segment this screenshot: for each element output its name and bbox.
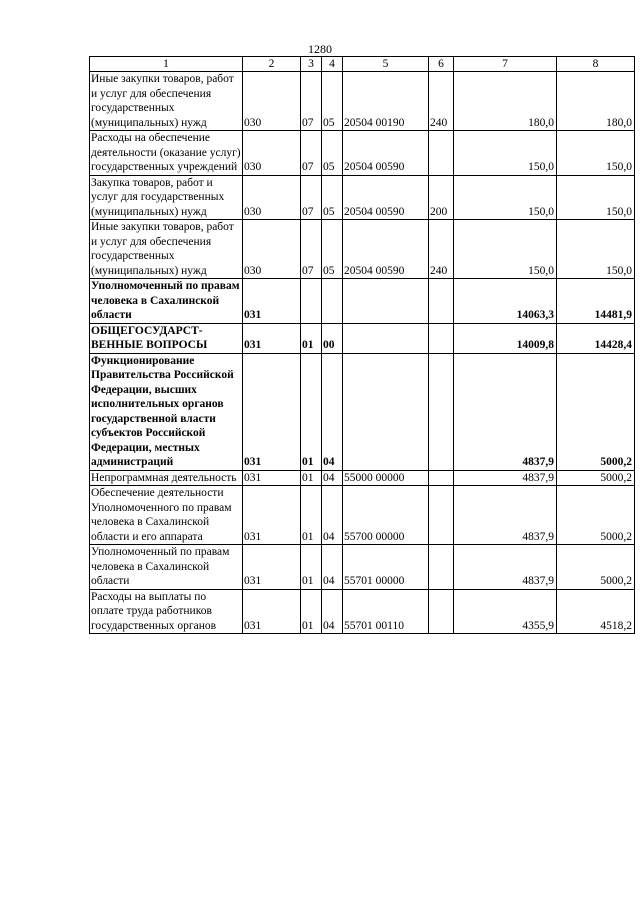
- cell-amount-year2: 5000,2: [557, 470, 635, 486]
- table-row: [90, 72, 635, 131]
- cell-admin-code: 031: [243, 470, 301, 486]
- cell-expense-type: [429, 545, 454, 590]
- column-header: 6: [429, 57, 454, 72]
- cell-description: Непрограммная деятельность: [90, 470, 243, 486]
- budget-table: [89, 56, 635, 634]
- cell-amount-year1: 150,0: [454, 220, 557, 279]
- cell-admin-code: 031: [243, 545, 301, 590]
- cell-amount-year1: 4837,9: [454, 353, 557, 470]
- cell-description: ОБЩЕГОСУДАРСТ-ВЕННЫЕ ВОПРОСЫ: [90, 323, 243, 353]
- cell-subsection: 05: [322, 131, 343, 176]
- page-number: 1280: [308, 42, 332, 56]
- cell-admin-code: 031: [243, 589, 301, 634]
- cell-section: 01: [301, 486, 322, 545]
- cell-description: Закупка товаров, работ и услуг для государственных (муниципальных) нужд: [90, 175, 243, 220]
- cell-expense-type: [429, 470, 454, 486]
- table-row: [90, 589, 635, 634]
- cell-subsection: 05: [322, 175, 343, 220]
- cell-target-article: 20504 00190: [343, 72, 429, 131]
- cell-amount-year2: 14481,9: [557, 279, 635, 324]
- cell-admin-code: 030: [243, 220, 301, 279]
- cell-description: Расходы на выплаты по оплате труда работников государственных органов: [90, 589, 243, 634]
- cell-target-article: [343, 323, 429, 353]
- cell-admin-code: 031: [243, 353, 301, 470]
- cell-section: 07: [301, 175, 322, 220]
- cell-subsection: 04: [322, 486, 343, 545]
- cell-target-article: 20504 00590: [343, 131, 429, 176]
- cell-target-article: 55701 00110: [343, 589, 429, 634]
- cell-amount-year2: 150,0: [557, 131, 635, 176]
- cell-section: 01: [301, 470, 322, 486]
- cell-section: 07: [301, 72, 322, 131]
- cell-target-article: 20504 00590: [343, 175, 429, 220]
- cell-amount-year2: 150,0: [557, 175, 635, 220]
- cell-section: 07: [301, 131, 322, 176]
- cell-amount-year1: 14009,8: [454, 323, 557, 353]
- cell-amount-year1: 150,0: [454, 131, 557, 176]
- cell-section: [301, 279, 322, 324]
- cell-amount-year2: 150,0: [557, 220, 635, 279]
- column-header: 1: [90, 57, 243, 72]
- cell-amount-year1: 4837,9: [454, 486, 557, 545]
- cell-description: Расходы на обеспечение деятельности (оказание услуг) государственных учреждений: [91, 132, 241, 173]
- cell-amount-year2: 180,0: [557, 72, 635, 131]
- cell-subsection: 04: [322, 470, 343, 486]
- cell-amount-year2: 5000,2: [557, 353, 635, 470]
- header-row: [90, 57, 635, 72]
- cell-target-article: 55701 00000: [343, 545, 429, 590]
- table-row: [90, 323, 635, 353]
- table-row: [90, 545, 635, 590]
- cell-section: 01: [301, 545, 322, 590]
- cell-admin-code: 031: [243, 279, 301, 324]
- cell-description: Уполномоченный по правам человека в Сахалинской области: [90, 545, 243, 590]
- cell-description: Функционирование Правительства Российской Федерации, высших исполнительных органов государственной власти субъектов Российской Федерации, местных администраций: [90, 353, 243, 470]
- table-row: [90, 470, 635, 486]
- cell-description: Обеспечение деятельности Уполномоченного по правам человека в Сахалинской области и его аппарата: [90, 486, 243, 545]
- cell-expense-type: [429, 486, 454, 545]
- table-row: [90, 220, 635, 279]
- table-row: [90, 279, 635, 324]
- cell-subsection: 00: [322, 323, 343, 353]
- cell-amount-year1: 14063,3: [454, 279, 557, 324]
- column-header: 3: [301, 57, 322, 72]
- cell-subsection: 04: [322, 589, 343, 634]
- cell-admin-code: 031: [243, 486, 301, 545]
- cell-amount-year1: 150,0: [454, 175, 557, 220]
- cell-target-article: 55700 00000: [343, 486, 429, 545]
- cell-target-article: [343, 353, 429, 470]
- table-row: [90, 486, 635, 545]
- cell-amount-year2: 5000,2: [557, 486, 635, 545]
- cell-amount-year2: 4518,2: [557, 589, 635, 634]
- cell-section: 01: [301, 323, 322, 353]
- cell-amount-year1: 4837,9: [454, 545, 557, 590]
- cell-amount-year1: 180,0: [454, 72, 557, 131]
- cell-subsection: 05: [322, 72, 343, 131]
- cell-target-article: 55000 00000: [343, 470, 429, 486]
- cell-expense-type: [429, 589, 454, 634]
- cell-expense-type: [429, 279, 454, 324]
- cell-admin-code: 030: [243, 72, 301, 131]
- table-row: [90, 175, 635, 220]
- cell-subsection: 05: [322, 220, 343, 279]
- cell-target-article: 20504 00590: [343, 220, 429, 279]
- cell-amount-year2: 5000,2: [557, 545, 635, 590]
- cell-subsection: [322, 279, 343, 324]
- cell-amount-year2: 14428,4: [557, 323, 635, 353]
- cell-admin-code: 030: [243, 175, 301, 220]
- cell-expense-type: [429, 131, 454, 176]
- cell-admin-code: 030: [243, 131, 301, 176]
- cell-subsection: 04: [322, 545, 343, 590]
- cell-admin-code: 031: [243, 323, 301, 353]
- cell-description: Уполномоченный по правам человека в Сахалинской области: [90, 279, 243, 324]
- cell-expense-type: 240: [429, 220, 454, 279]
- table-row: [90, 353, 635, 470]
- cell-amount-year1: 4837,9: [454, 470, 557, 486]
- cell-expense-type: [429, 353, 454, 470]
- cell-description: Иные закупки товаров, работ и услуг для обеспечения государственных (муниципальных) нужд: [90, 72, 243, 131]
- column-header: 4: [322, 57, 343, 72]
- column-header: 2: [243, 57, 301, 72]
- cell-expense-type: 200: [429, 175, 454, 220]
- cell-section: 01: [301, 589, 322, 634]
- column-header: 8: [557, 57, 635, 72]
- column-header: 5: [343, 57, 429, 72]
- cell-section: 07: [301, 220, 322, 279]
- column-header: 7: [454, 57, 557, 72]
- cell-expense-type: 240: [429, 72, 454, 131]
- cell-description: Иные закупки товаров, работ и услуг для обеспечения государственных (муниципальных) нужд: [90, 220, 243, 279]
- cell-subsection: 04: [322, 353, 343, 470]
- cell-amount-year1: 4355,9: [454, 589, 557, 634]
- cell-expense-type: [429, 323, 454, 353]
- table-row: [90, 131, 635, 176]
- cell-section: 01: [301, 353, 322, 470]
- cell-target-article: [343, 279, 429, 324]
